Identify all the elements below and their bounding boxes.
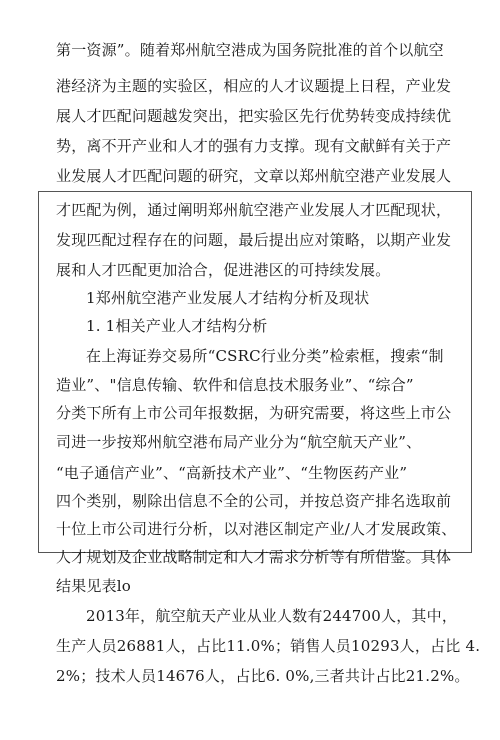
paragraph-line-6: 才匹配为例，通过阐明郑州航空港产业发展人才匹配现状， bbox=[56, 201, 452, 219]
section-heading: 1郑州航空港产业发展人才结构分析及现状 bbox=[86, 289, 370, 307]
paragraph-line-15: 十位上市公司进行分析，以对港区制定产业/人才发展政策、 bbox=[56, 520, 457, 538]
paragraph-line-5: 业发展人才匹配问题的研究，文章以郑州航空港产业发展人 bbox=[56, 167, 452, 185]
paragraph-line-11: 分类下所有上市公司年报数据，为研究需要，将这些上市公 bbox=[56, 404, 452, 422]
paragraph-line-9: 在上海证券交易所“CSRC行业分类”检索框，搜索“制 bbox=[86, 347, 444, 365]
paragraph-line-4: 势，离不开产业和人才的强有力支撑。现有文献鲜有关于产 bbox=[56, 137, 452, 155]
paragraph-line-13: “电子通信产业”、“高新技术产业”、“生物医药产业” bbox=[56, 464, 408, 482]
paragraph-line-20: 2%；技术人员14676人，占比6. 0%,三者共计占比21.2%。 bbox=[56, 667, 470, 685]
paragraph-line-3: 展人才匹配问题越发突出，把实验区先行优势转变成持续优 bbox=[56, 107, 452, 125]
paragraph-line-7: 发现匹配过程存在的问题，最后提出应对策略，以期产业发 bbox=[56, 231, 452, 249]
paragraph-line-12: 司进一步按郑州航空港布局产业分为“航空航天产业”、 bbox=[56, 433, 422, 451]
paragraph-line-14: 四个类别，剔除出信息不全的公司，并按总资产排名选取前 bbox=[56, 492, 452, 510]
paragraph-line-1: 第一资源”。随着郑州航空港成为国务院批准的首个以航空 bbox=[56, 41, 444, 59]
paragraph-line-8: 展和人才匹配更加洽合，促进港区的可持续发展。 bbox=[56, 261, 391, 279]
paragraph-line-17: 结果见表lo bbox=[56, 577, 132, 595]
paragraph-line-16: 人才规划及企业战略制定和人才需求分析等有所借鉴。具体 bbox=[56, 548, 452, 566]
paragraph-line-19: 生产人员26881人，占比11.0%；销售人员10293人，占比 4. bbox=[56, 637, 481, 655]
paragraph-line-18: 2013年，航空航天产业从业人数有244700人，其中， bbox=[86, 607, 458, 625]
paragraph-line-2: 港经济为主题的实验区，相应的人才议题提上日程，产业发 bbox=[56, 77, 452, 95]
subsection-heading: 1. 1相关产业人才结构分析 bbox=[86, 317, 268, 335]
paragraph-line-10: 造业”、"信息传输、软件和信息技术服务业”、“综合” bbox=[56, 376, 414, 394]
